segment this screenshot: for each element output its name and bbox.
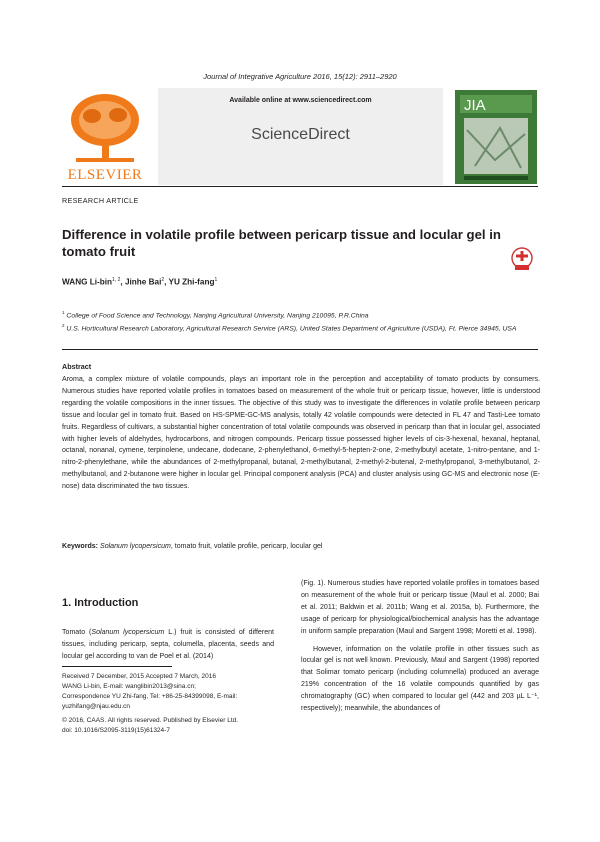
footnote-rule [62, 666, 172, 667]
journal-masthead [62, 88, 537, 186]
intro-text-rest: L.) fruit is consisted of different tissues, including pericarp, septa, columella, placenta, seeds and locular gel according to van de Poel et al. (2014) [62, 629, 274, 660]
crossmark-icon[interactable] [511, 247, 533, 271]
doi: doi: 10.1016/S2095-3119(15)61324-7 [62, 727, 170, 734]
author-email: WANG Li-bin, E-mail: wanglibin2013@sina.cn; [62, 683, 196, 690]
section-heading-introduction: 1. Introduction [62, 597, 139, 609]
intro-text-start: Tomato ( [62, 629, 92, 636]
article-title: Difference in volatile profile between pericarp tissue and locular gel in tomato fruit [62, 227, 501, 259]
author-affiliation-mark: 1, 2 [112, 277, 121, 283]
masthead-center-panel [158, 88, 443, 185]
author-name: YU Zhi-fang [168, 277, 215, 287]
affiliation-text: College of Food Science and Technology, Nanjing Agricultural University, Nanjing 210095, P.R.China [66, 312, 369, 320]
correspondence-email: yuzhifang@njau.edu.cn [62, 703, 131, 710]
cover-abbrev: JIA [464, 97, 486, 114]
affiliation-text: U.S. Horticultural Research Laboratory, Agricultural Research Service (ARS), United States Department of Agriculture (USDA), Ft. Pierce 34945, USA [66, 325, 517, 333]
affiliation-number: 1 [62, 310, 65, 315]
footnotes [62, 672, 280, 736]
author-list: WANG Li-bin$^{1, 2}$, Jinhe Bai$^2$, YU Zhi-fang$^1$ [62, 277, 218, 287]
header-rule [62, 186, 538, 187]
abstract-rule [62, 349, 538, 350]
keywords-label: Keywords: [62, 543, 99, 550]
affiliation [62, 320, 538, 334]
sciencedirect-title: ScienceDirect [251, 126, 350, 143]
right-column-text [301, 578, 539, 715]
copyright-notice: © 2016, CAAS. All rights reserved. Published by Elsevier Ltd. [62, 717, 239, 724]
journal-reference: Journal of Integrative Agriculture 2016, 15(12): 2911–2920 [203, 72, 397, 81]
intro-species: Solanum lycopersicum [91, 629, 165, 636]
available-online-text: Available online at www.sciencedirect.com [229, 97, 372, 104]
abstract-text: Aroma, a complex mixture of volatile compounds, plays an important role in the perception and acceptability of tomato products by consumers. Numerous studies have reported volatile profiles in tomatoes based on measurement of the whole fruit or pericarp tissue, however, little is understood regarding the volatile compositions in the inner tissues. The objective of this study was to investigate the differences in volatile profile between pericarp tissue and locular gel in tomato fruit. Based on HS-SPME-GC-MS analysis, totally 42 volatile compounds were detected in FL 47 and Tasti-Lee tomato fruits. Regardless of cultivars, a substantial higher concentration of total volatile compounds was observed in pericarp than that in locular gel, associated with higher levels of aldehydes, hydrocarbons, and nitrogen compounds. Pericarp tissue possessed higher levels of cis-3-hexenal, hexanal, heptanal, octanal, nonanal, cymene, terpinolene, undecane, dodecane, 2-phenylethanol, 6-methyl-5-hepten-2-one, 2-methylbutyl acetate, 1-nitro-pentane, and 1-nitro-2-phenylethane, while the abundances of 2-methylpropanal, butanal, 2-methylbutanal, 2-methyl-2-butenal, 2-methylpropanol, 3-methylbutanol, 2-methylbutanol, and 2-butanone were higher in locular gel. Principal component analysis (PCA) and cluster analysis using GC-MS and electronic nose (E-nose) data discriminated the two tissues. [62, 376, 540, 491]
intro-paragraph [62, 627, 274, 663]
author-affiliation-mark: 1 [214, 277, 218, 283]
received-dates: Received 7 December, 2015 Accepted 7 March, 2016 [62, 673, 216, 680]
abstract-heading: Abstract [62, 362, 92, 371]
correspondence: Correspondence YU Zhi-fang, Tel: +86-25-84399098, E-mail: [62, 693, 238, 700]
keywords-rest: , tomato fruit, volatile profile, pericarp, locular gel [170, 543, 323, 550]
keywords-line [62, 543, 322, 550]
elsevier-logo [62, 88, 148, 184]
keyword-species: Solanum lycopersicum [100, 543, 171, 550]
affiliation-number: 2 [62, 323, 65, 328]
paragraph: (Fig. 1). Numerous studies have reported volatile profiles in tomatoes based on measurement of the whole fruit or pericarp tissue (Maul et al. 2000; Bai et al. 2011; Baldwin et al. 2011b; Wang et al. 2015a, b). Furthermore, the usage of pericarp for physiological/biochemical analysis has the advantage in uniform sample preparation (Maul and Sargent 1998; Moretti et al. 1998). [301, 580, 539, 635]
author-affiliation-mark: 2 [161, 277, 165, 283]
paragraph: However, information on the volatile profile in other tissues such as locular gel is not well known. Previously, Maul and Sargent (1998) reported that Solimar tomato pericarp (including columnella) produced an average 219% concentration of the 16 volatile compounds quantified by gas chromatography (GC) when compared to locular gel (442 and 203 µL L⁻¹, respectively); meanwhile, the abundances of [301, 645, 539, 713]
author-name: WANG Li-bin [62, 277, 113, 287]
elsevier-wordmark: ELSEVIER [67, 167, 143, 183]
journal-cover-image [455, 90, 537, 184]
article-type-label: RESEARCH ARTICLE [62, 196, 139, 205]
elsevier-tree-icon [62, 88, 148, 166]
author-name: Jinhe Bai [124, 277, 162, 287]
